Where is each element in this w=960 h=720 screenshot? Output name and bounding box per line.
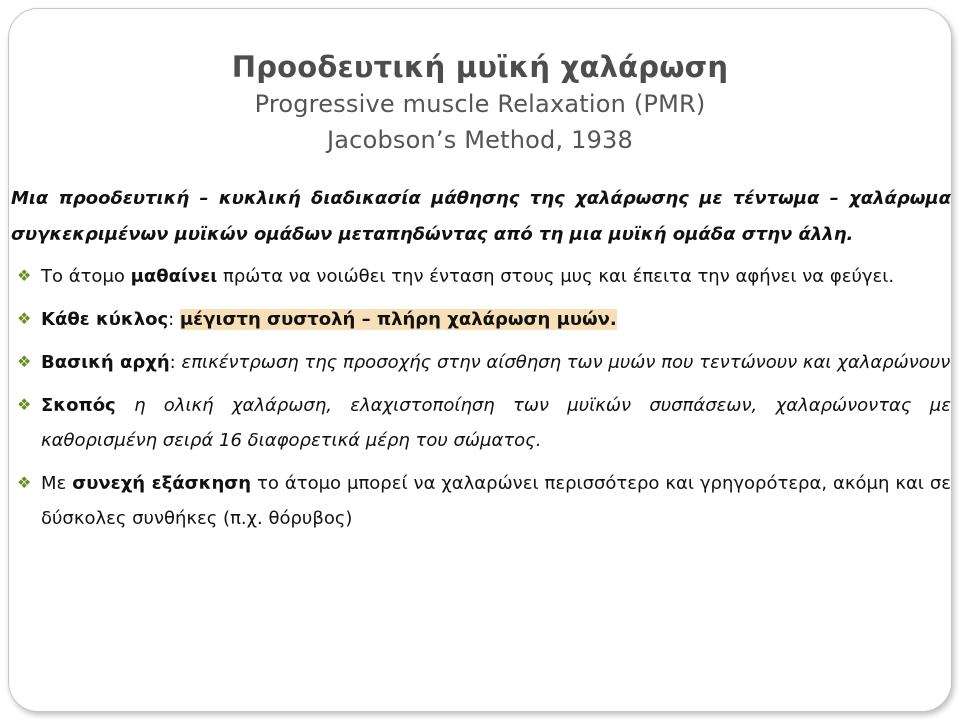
title-english: Progressive muscle Relaxation (PMR) bbox=[254, 90, 706, 118]
bullet-text-bold: Κάθε κύκλος bbox=[41, 309, 169, 330]
bullet-text-italic: η ολική χαλάρωση, ελαχιστοποίηση των μυϊκών συσπάσεων, χαλαρώνοντας με καθορισμένη σειρά 16 διαφορετικά μέρη του σώματος. bbox=[41, 395, 951, 451]
bullet-text-plain: το άτομο μπορεί να χαλαρώνει περισσότερο και γρηγορότερα, ακόμη και σε δύσκολες συνθήκες (π.χ. θόρυβος) bbox=[41, 473, 952, 529]
diamond-bullet-icon: ❖ bbox=[17, 352, 32, 371]
bullet-text-plain: Το άτομο bbox=[41, 266, 131, 287]
bullet-text-bold: μαθαίνει bbox=[130, 266, 218, 287]
intro-paragraph: Μια προοδευτική – κυκλική διαδικασία μάθησης της χαλάρωσης με τέντωμα – χαλάρωμα συγκεκριμένων μυϊκών ομάδων μεταπηδώντας από τη μια μυϊκή ομάδα στην άλλη. bbox=[11, 188, 951, 245]
diamond-bullet-icon: ❖ bbox=[17, 395, 32, 414]
title-english-method: Jacobson’s Method, 1938 bbox=[326, 126, 633, 154]
bullet-item-2 bbox=[11, 302, 951, 337]
bullet-item-3 bbox=[11, 345, 951, 380]
bullet-text bbox=[41, 466, 951, 536]
diamond-bullet-icon: ❖ bbox=[17, 473, 32, 492]
bullet-item-5 bbox=[11, 466, 951, 536]
diamond-bullet-icon: ❖ bbox=[17, 266, 32, 285]
bullet-item-1 bbox=[11, 259, 951, 294]
bullet-text bbox=[41, 302, 951, 337]
bullet-text-bold: Βασική αρχή bbox=[41, 352, 170, 373]
title-greek: Προοδευτική μυϊκή χαλάρωση bbox=[231, 50, 729, 84]
bullet-text bbox=[41, 388, 951, 458]
bullet-text-italic: επικέντρωση της προσοχής στην αίσθηση των μυών που τεντώνουν και χαλαρώνουν bbox=[181, 352, 951, 373]
bullet-item-4 bbox=[11, 388, 951, 458]
bullet-text-bold: Σκοπός bbox=[41, 395, 116, 416]
slide-title bbox=[0, 48, 960, 158]
bullet-text-plain: Με bbox=[41, 473, 73, 494]
bullet-text bbox=[41, 345, 951, 380]
bullet-text-separator: : bbox=[168, 309, 180, 330]
bullet-text-plain: πρώτα να νοιώθει την ένταση στους μυς και έπειτα την αφήνει να φεύγει. bbox=[217, 266, 895, 287]
slide-body bbox=[11, 181, 951, 544]
bullet-text-bold: συνεχή εξάσκηση bbox=[72, 473, 252, 494]
bullet-text-highlighted: μέγιστη συστολή – πλήρη χαλάρωση μυών. bbox=[179, 309, 617, 330]
bullet-text-separator bbox=[116, 395, 134, 416]
bullet-text-separator: : bbox=[169, 352, 182, 373]
bullet-text bbox=[41, 259, 951, 294]
diamond-bullet-icon: ❖ bbox=[17, 309, 32, 328]
